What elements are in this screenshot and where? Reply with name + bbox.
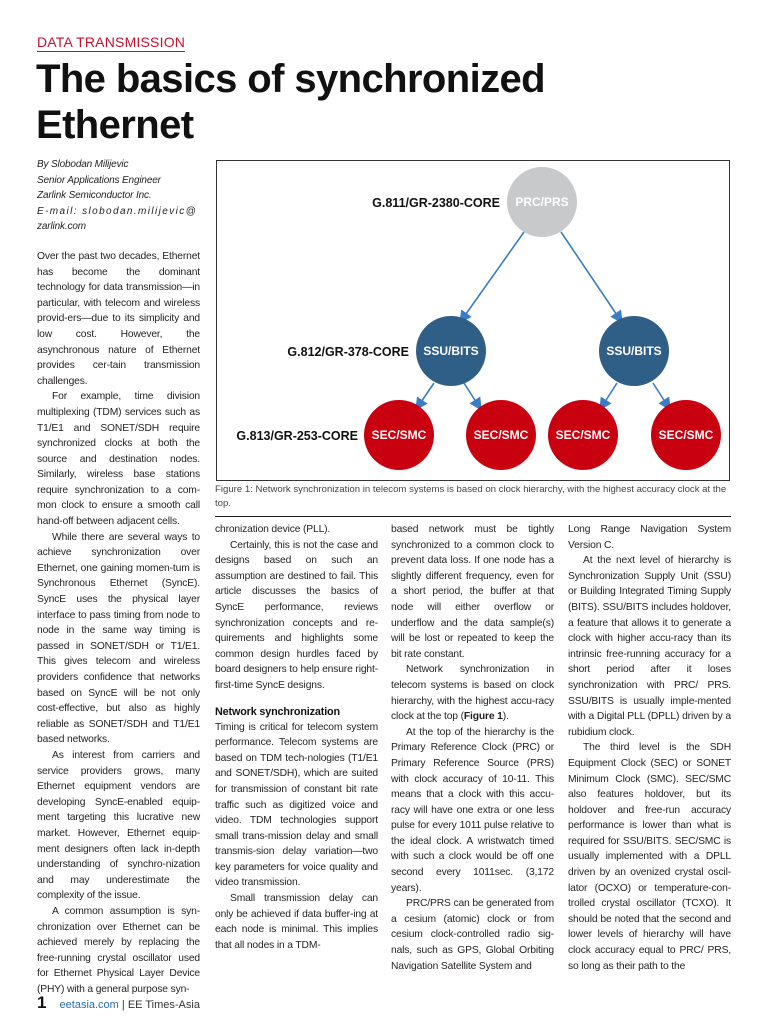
column-3 (391, 522, 554, 974)
paragraph: As interest from carriers and service providers grows, many Ethernet equipment vendors are developing SyncE-enabled equip-ment targeting this lucrative new market. However, Ethernet equip-ment designers often lack in-depth understanding of synchro-nization and may underestimate the complexity of the issue. (37, 749, 200, 902)
column-2 (215, 522, 378, 953)
byline (37, 157, 200, 235)
paragraph: While there are several ways to achieve synchronization over Ethernet, one gaining momen-tum is Synchronous Ethernet (SyncE). SyncE uses the physical layer interface to pass timing from node to node in the same way timing is passed in SONET/SDH or T1/E1. This gives telecom and wireless providers confidence that networks based on SyncE will be not only cost-effective, but also as highly reliable as SONET/SDH and T1/E1 based networks. (37, 531, 200, 746)
article-title (36, 56, 596, 148)
sec-label: SEC/SMC (658, 428, 714, 442)
prc-label: PRC/PRS (515, 195, 569, 209)
paragraph: For example, time division multiplexing (TDM) services such as T1/E1 and SONET/SDH require synchronized clocks at both the source and destination nodes. Similarly, wireless base stations require synchronization to a com-mon clock to ensure a smooth call hand-off between adjacent cells. (37, 391, 200, 528)
paragraph: Over the past two decades, Ethernet has become the dominant technology for data transmission—in particular, with telecom and wireless provid-ers—due to its simplicity and low cost. However, the asynchronous nature of Ethernet provides cer-tain transmission challenges. (37, 250, 200, 387)
arrow (417, 383, 434, 408)
column-1 (37, 157, 200, 997)
arrow (653, 383, 669, 408)
sec-label: SEC/SMC (473, 428, 529, 442)
figure-caption: Figure 1: Network synchronization in telecom systems is based on clock hierarchy, with the highest accuracy clock at the top. (215, 483, 731, 517)
title-line-1: The basics of synchronized (36, 57, 545, 101)
sec-label: SEC/SMC (371, 428, 427, 442)
ssu-label: SSU/BITS (606, 344, 662, 358)
paragraph: The third level is the SDH Equipment Clock (SEC) or SONET Minimum Clock (SMC). SEC/SMC also features holdover, but its holdover and free-run accuracy performance is lower than what is required for SSU/BITS. SEC/SMC is usually implemented with a DPLL driven by an ovenized crystal oscil-lator (OCXO) or temperature-con-trolled crystal oscillator (TCXO). It should be noted that the second and lower levels of hierarchy will have clock accuracy equal to PRC/ PRS, so long as their path to the (568, 742, 731, 972)
arrow (561, 232, 621, 321)
figure-reference: Figure 1 (463, 711, 503, 723)
section-heading: Network synchronization (215, 705, 340, 718)
author-role: Senior Applications Engineer (37, 174, 161, 186)
column-4 (568, 522, 731, 974)
title-line-2: Ethernet (36, 103, 194, 147)
paragraph: Certainly, this is not the case and designs based on such an assumption are destined to fail. This article discusses the basics of SyncE performance, reviews synchronization concepts and re-quirements and highlights some common design hurdles faced by board designers to help ensure right-first-time SyncE designs. (215, 539, 378, 691)
level-label: G.812/GR-378-CORE (287, 345, 409, 359)
text: ). (502, 711, 509, 723)
hierarchy-diagram (217, 161, 729, 480)
figure-1-clock-hierarchy (216, 160, 730, 481)
arrow (461, 232, 524, 321)
paragraph: Long Range Navigation System Version C. (568, 524, 731, 551)
ssu-label: SSU/BITS (423, 344, 479, 358)
section-label: DATA TRANSMISSION (37, 34, 186, 50)
sec-label: SEC/SMC (555, 428, 611, 442)
paragraph: Timing is critical for telecom system performance. Telecom systems are based on TDM tech-nologies (T1/E1 and SONET/SDH), which are suited for transmission of constant bit rate traffic such as digitized voice and video. TDM technologies support small trans-mission delay and small transmis-sion delay variation—two key parameters for voice quality and video transmission. (215, 721, 378, 889)
paragraph: A common assumption is syn-chronization over Ethernet can be achieved merely by replacing the free-running crystal oscillator used for Ethernet Physical Layer Device (PHY) with a general purpose syn- (37, 905, 200, 995)
site-link[interactable]: eetasia.com (59, 999, 119, 1011)
arrow (601, 383, 617, 408)
paragraph: PRC/PRS can be generated from a cesium (atomic) clock or from cesium clock-controlled radio sig-nals, such as GPS, Global Orbiting Navigation Satellite System and (391, 898, 554, 972)
author-email: E-mail: slobodan.milijevic@ (37, 205, 198, 217)
author-email-cont: zarlink.com (37, 221, 86, 233)
paragraph: based network must be tightly synchronized to a common clock to prevent data loss. If one node has a slightly different frequency, even for a short period, the buffer at that node will either overflow or underflow and the data sample(s) will be lost or repeated to keep the bit rate constant. (391, 524, 554, 660)
author-company: Zarlink Semiconductor Inc. (37, 190, 152, 202)
page-footer (37, 993, 200, 1013)
paragraph (391, 662, 554, 724)
author: By Slobodan Milijevic (37, 159, 129, 170)
arrow (464, 383, 480, 408)
level-label: G.813/GR-253-CORE (236, 429, 358, 443)
level-label: G.811/GR-2380-CORE (372, 196, 500, 210)
page-number: 1 (37, 993, 47, 1012)
footer-separator: | (121, 999, 125, 1011)
paragraph: At the next level of hierarchy is Synchronization Supply Unit (SSU) or Building Integrated Timing Supply (BITS). SSU/BITS includes holdover, a feature that allows it to generate a clock with higher accu-racy than its intrinsic free-running accuracy for a short period after it loses synchronization with PRC/ PRS. SSU/BITS is usually imple-mented with a Digital PLL (DPLL) driven by a rubidium clock. (568, 555, 731, 738)
publication-name: EE Times-Asia (127, 999, 200, 1011)
text: Network synchronization in telecom systems is based on clock hierarchy, with the highest accu-racy clock at the top ( (391, 664, 554, 723)
paragraph: Small transmission delay can only be achieved if data buffer-ing at each node is minimal. This implies that all nodes in a TDM- (215, 893, 378, 951)
paragraph: At the top of the hierarchy is the Primary Reference Clock (PRC) or Primary Reference Source (PRS) with clock accuracy of 10-11. This means that a clock with this accu-racy will have one extra or one less pulse for every 1011 pulse relative to the ideal clock. A wristwatch timed with such a clock would be off one second every 1011sec. (3,172 years). (391, 726, 554, 894)
paragraph: chronization device (PLL). (215, 524, 331, 535)
